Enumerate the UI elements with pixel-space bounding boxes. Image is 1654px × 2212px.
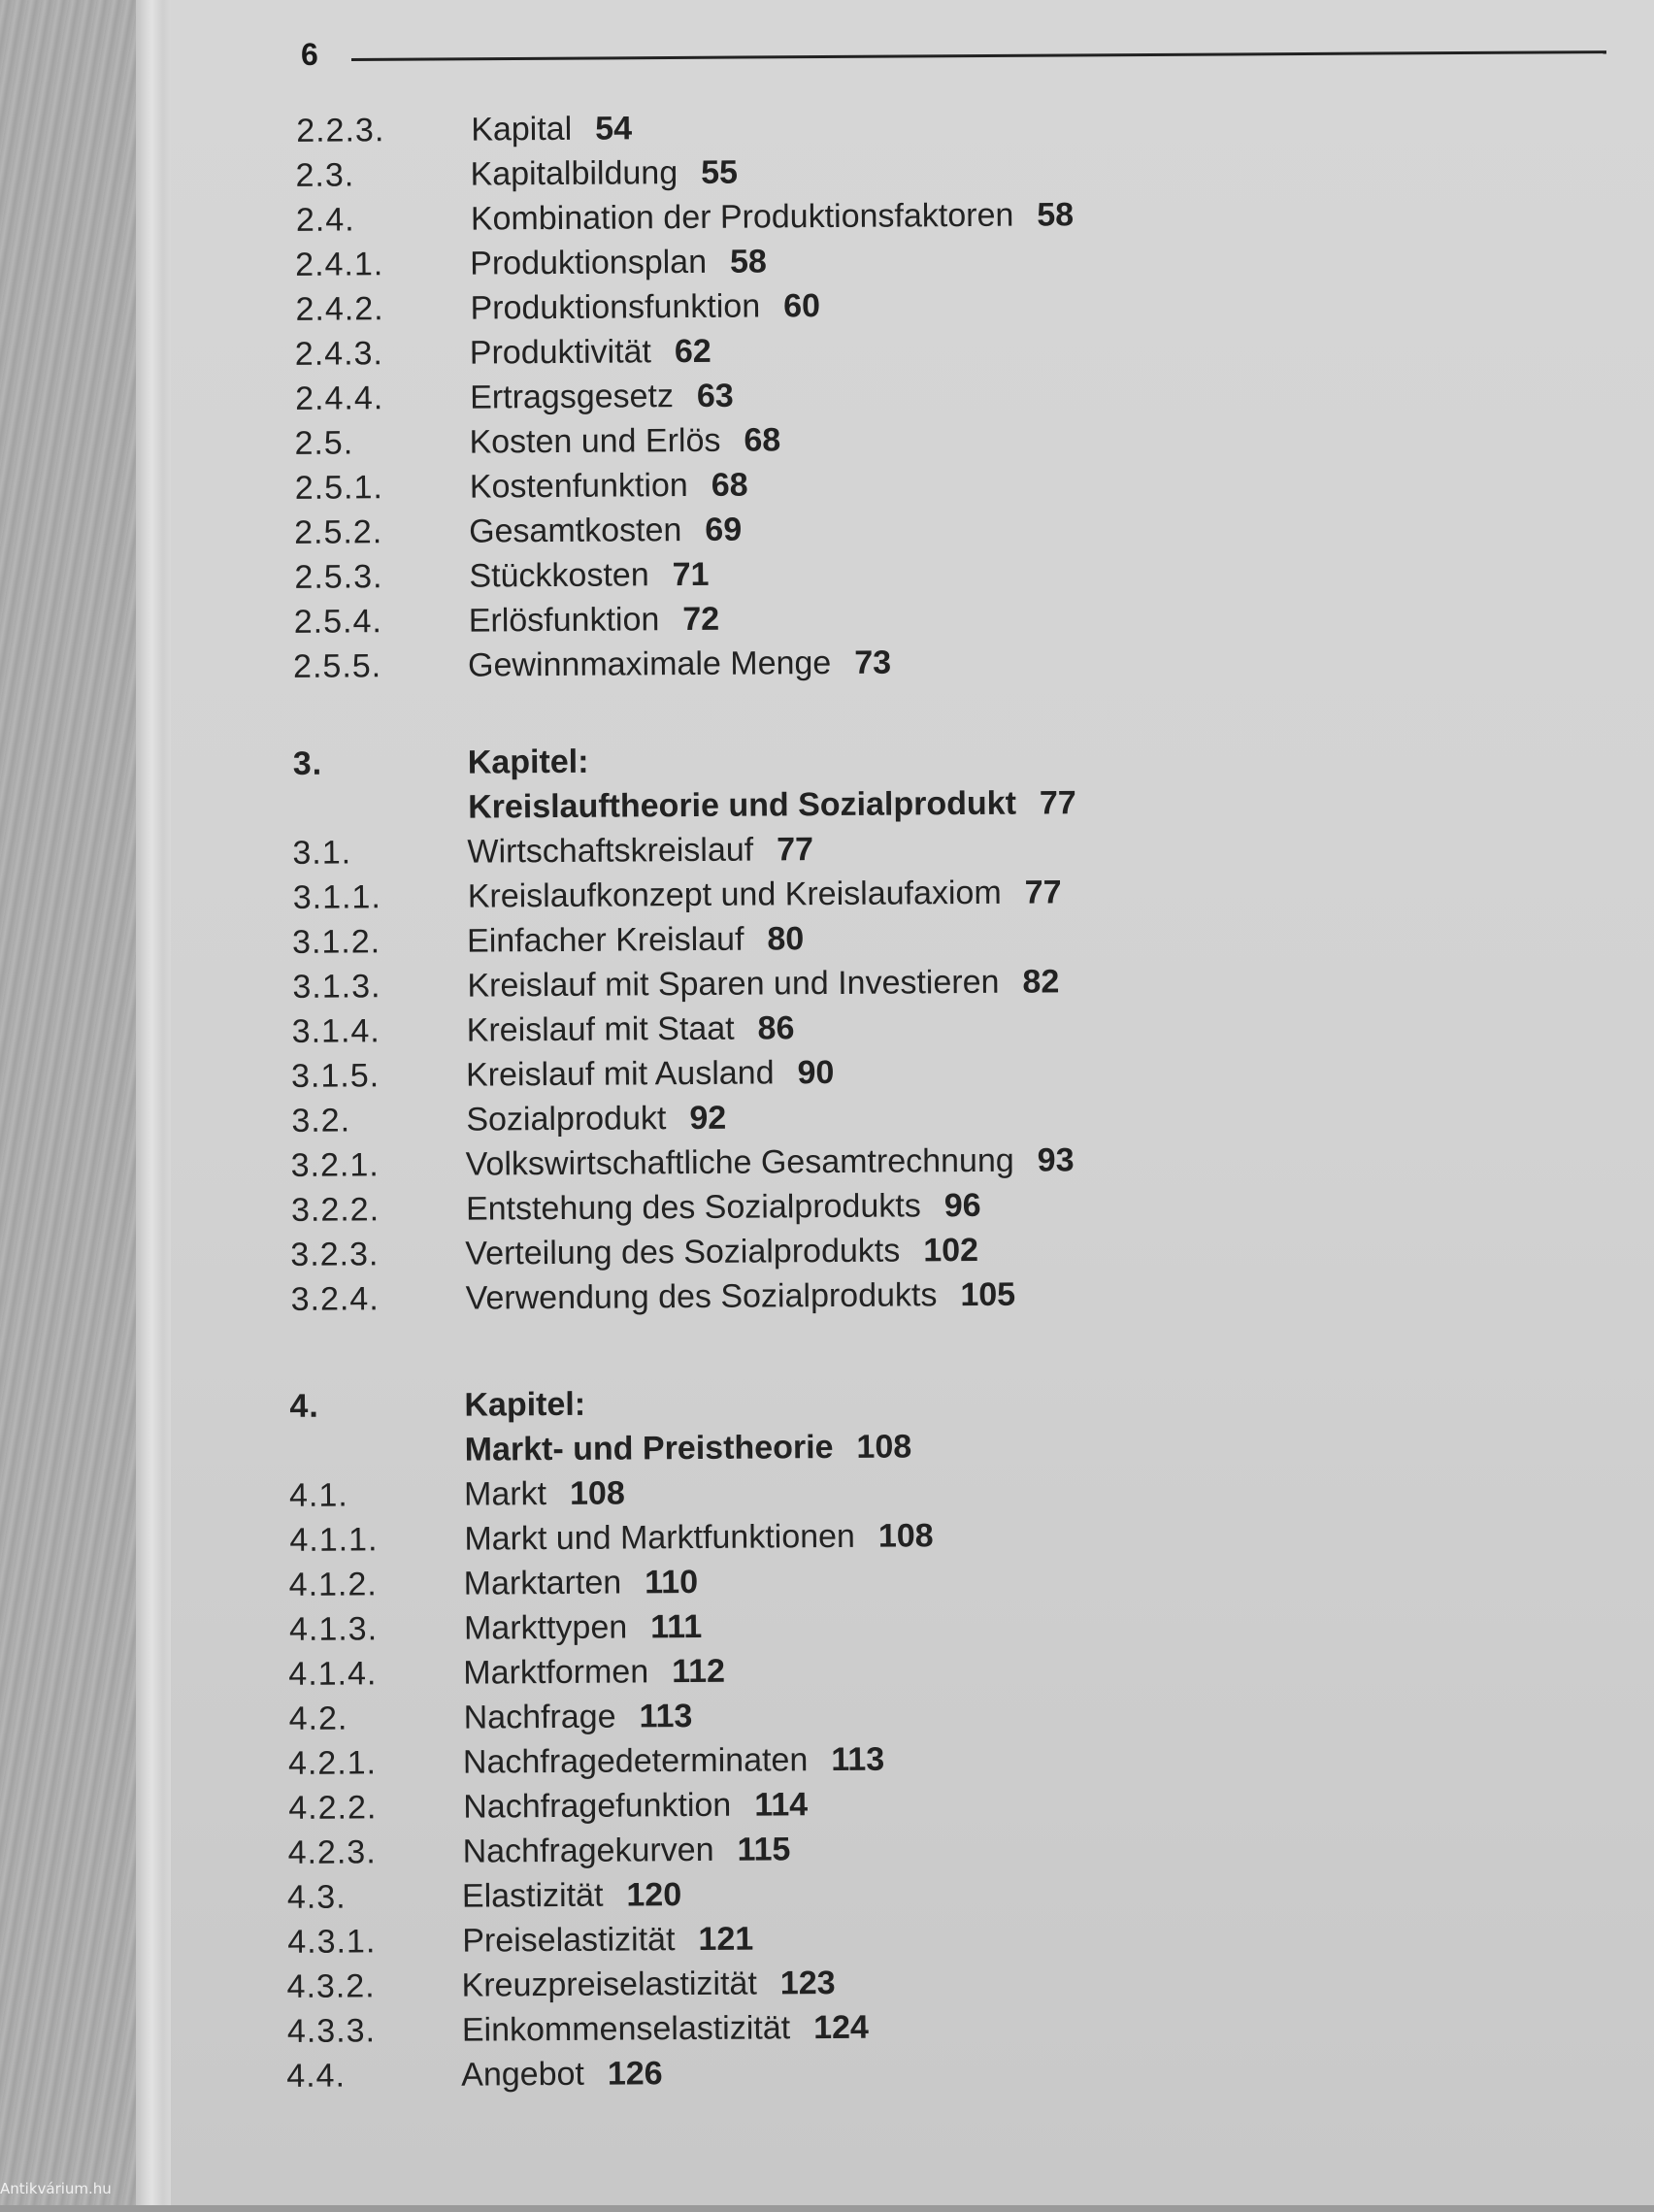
- entry-number: 3.2.: [291, 1097, 350, 1143]
- entry-title: Markt- und Preistheorie: [465, 1429, 834, 1469]
- entry-title: Kapitel:: [464, 1386, 585, 1424]
- watermark: Antikvárium.hu: [0, 2180, 112, 2197]
- entry-title: Ertragsgesetz: [470, 378, 674, 415]
- entry-title: Wirtschaftskreislauf: [467, 832, 753, 871]
- entry-title: Marktarten: [464, 1565, 622, 1602]
- entry-number: 3.2.2.: [291, 1186, 380, 1234]
- entry-number: 2.4.3.: [295, 330, 383, 378]
- entry-number: 4.3.1.: [287, 1918, 376, 1965]
- entry-text: [466, 1182, 981, 1233]
- entry-text: [470, 149, 738, 198]
- entry-page-number: 54: [595, 110, 632, 147]
- entry-number: 2.5.3.: [294, 553, 382, 601]
- entry-number: 4.2.2.: [288, 1784, 377, 1832]
- entry-page-number: 71: [673, 556, 710, 593]
- entry-number: 2.2.3.: [296, 107, 384, 154]
- entry-page-number: 108: [878, 1517, 934, 1554]
- entry-number: 4.3.3.: [287, 2007, 376, 2055]
- entry-number: 2.5.1.: [295, 464, 383, 512]
- entry-title: Kombination der Produktionsfaktoren: [471, 197, 1014, 238]
- entry-page-number: 108: [856, 1428, 911, 1465]
- entry-text: [469, 551, 709, 600]
- entry-page-number: 90: [797, 1054, 834, 1091]
- entry-title: Verwendung des Sozialprodukts: [466, 1276, 938, 1316]
- entry-page-number: 123: [780, 1964, 836, 2001]
- entry-number: 3.: [293, 741, 323, 787]
- entry-text: [467, 826, 813, 875]
- entry-title: Gesamtkosten: [469, 512, 681, 550]
- entry-title: Kreislauf mit Staat: [467, 1010, 735, 1049]
- entry-page-number: 93: [1038, 1141, 1075, 1178]
- entry-title: Kreuzpreiselastizität: [461, 1965, 757, 2004]
- entry-text: [463, 1736, 885, 1786]
- entry-number: 3.1.2.: [292, 918, 380, 966]
- entry-page-number: 77: [1040, 784, 1076, 821]
- entry-number: 4.3.2.: [286, 1963, 375, 2010]
- entry-title: Preiselastizität: [462, 1921, 675, 1960]
- entry-number: 2.4.2.: [295, 285, 383, 333]
- entry-text: [470, 373, 734, 421]
- entry-page-number: 68: [744, 421, 780, 458]
- entry-text: [464, 1469, 625, 1517]
- entry-text: [463, 1781, 808, 1830]
- entry-number: 4.4.: [286, 2053, 346, 2099]
- entry-text: [467, 915, 805, 964]
- entry-title: Kapitel:: [468, 743, 589, 781]
- entry-text: [462, 1916, 753, 1964]
- entry-page-number: 120: [626, 1876, 681, 1913]
- entry-text: [466, 1095, 726, 1143]
- entry-title: Einfacher Kreislauf: [467, 921, 744, 960]
- entry-title: Produktivität: [470, 333, 651, 371]
- entry-page-number: 124: [813, 2009, 869, 2046]
- entry-text: [464, 1512, 934, 1562]
- entry-number: 3.2.4.: [290, 1275, 379, 1323]
- entry-text: [466, 1137, 1075, 1187]
- entry-page-number: 92: [689, 1100, 726, 1137]
- entry-text: [468, 640, 891, 689]
- entry-number: 2.4.1.: [295, 241, 383, 288]
- entry-text: [465, 1227, 978, 1277]
- entry-title: Kosten und Erlös: [469, 422, 720, 461]
- entry-text: [464, 1559, 699, 1607]
- entry-number: 4.2.1.: [288, 1739, 377, 1787]
- entry-text: [468, 869, 1062, 919]
- entry-page-number: 58: [730, 243, 767, 280]
- entry-text: [462, 1871, 682, 1920]
- entry-number: 4.2.: [288, 1695, 347, 1741]
- entry-page-number: 60: [783, 287, 820, 324]
- entry-page-number: 110: [645, 1564, 698, 1601]
- entry-number: 4.2.3.: [287, 1829, 376, 1876]
- entry-text: [469, 507, 742, 555]
- entry-text: [464, 1381, 609, 1429]
- entry-text: [471, 105, 632, 152]
- entry-text: [465, 1423, 912, 1472]
- entry-page-number: 69: [705, 512, 742, 548]
- entry-title: Markt und Marktfunktionen: [464, 1518, 855, 1558]
- entry-page-number: 121: [698, 1921, 753, 1958]
- entry-number: 2.4.4.: [295, 375, 383, 422]
- entry-title: Nachfragekurven: [462, 1832, 713, 1870]
- entry-text: [464, 1603, 703, 1652]
- entry-title: Markttypen: [464, 1608, 627, 1646]
- entry-text: [470, 328, 711, 377]
- entry-number: 4.1.2.: [289, 1561, 378, 1608]
- entry-title: Entstehung des Sozialprodukts: [466, 1187, 921, 1227]
- entry-text: [468, 779, 1076, 830]
- entry-number: 3.1.: [292, 829, 351, 875]
- entry-text: [463, 1648, 725, 1697]
- entry-title: Angebot: [461, 2056, 584, 2094]
- entry-page-number: 82: [1022, 963, 1059, 1000]
- entry-number: 4.: [289, 1383, 319, 1430]
- entry-number: 2.5.5.: [293, 643, 381, 690]
- entry-number: 4.1.: [289, 1471, 348, 1518]
- entry-page-number: 114: [754, 1786, 808, 1823]
- entry-page-number: 105: [960, 1276, 1015, 1313]
- entry-title: Kapital: [471, 111, 572, 149]
- entry-title: Kreislaufkonzept und Kreislaufaxiom: [468, 875, 1002, 915]
- entry-number: 3.1.1.: [293, 874, 381, 921]
- entry-text: [470, 282, 820, 332]
- entry-title: Kreislauf mit Sparen und Investieren: [467, 964, 999, 1005]
- entry-page-number: 108: [570, 1474, 625, 1511]
- entry-page-number: 62: [675, 333, 711, 370]
- entry-number: 4.1.1.: [289, 1516, 378, 1564]
- entry-title: Volkswirtschaftliche Gesamtrechnung: [466, 1142, 1014, 1183]
- entry-number: 3.2.3.: [290, 1231, 379, 1278]
- entry-number: 4.3.: [287, 1874, 347, 1921]
- entry-title: Produktionsfunktion: [470, 287, 760, 326]
- entry-title: Sozialprodukt: [466, 1100, 666, 1138]
- entry-text: [469, 416, 780, 465]
- entry-title: Kreislauf mit Ausland: [466, 1054, 775, 1093]
- entry-text: [462, 1826, 790, 1874]
- entry-page-number: 58: [1037, 196, 1074, 233]
- entry-number: 2.3.: [295, 151, 354, 198]
- entry-text: [462, 2004, 869, 2054]
- entry-page-number: 96: [944, 1187, 981, 1224]
- entry-text: [470, 462, 748, 511]
- entry-page-number: 68: [711, 467, 748, 504]
- entry-page-number: 55: [701, 154, 738, 191]
- entry-number: 3.1.3.: [292, 963, 380, 1010]
- entry-text: [471, 191, 1075, 242]
- entry-number: 2.5.4.: [294, 598, 382, 645]
- entry-title: Markt: [464, 1475, 546, 1513]
- entry-text: [463, 1693, 692, 1741]
- entry-text: [467, 958, 1059, 1008]
- entry-title: Stückkosten: [469, 556, 648, 594]
- entry-title: Nachfragedeterminaten: [463, 1741, 809, 1780]
- entry-page-number: 63: [697, 378, 734, 414]
- entry-text: [470, 238, 767, 286]
- entry-title: Einkommenselastizität: [462, 2009, 791, 2048]
- entry-page-number: 115: [737, 1831, 790, 1867]
- entry-page-number: 113: [639, 1698, 692, 1734]
- entry-page-number: 77: [1025, 874, 1062, 910]
- entry-title: Nachfrage: [464, 1699, 616, 1736]
- entry-number: 2.4.: [296, 196, 355, 243]
- entry-page-number: 111: [650, 1608, 702, 1645]
- entry-page-number: 80: [767, 920, 804, 957]
- entry-title: Erlösfunktion: [469, 601, 660, 639]
- entry-page-number: 86: [757, 1009, 794, 1046]
- entry-page-number: 77: [777, 831, 813, 868]
- entry-title: Verteilung des Sozialprodukts: [465, 1233, 900, 1272]
- entry-page-number: 73: [854, 644, 891, 681]
- entry-page-number: 112: [672, 1653, 725, 1690]
- entry-text: [461, 2050, 663, 2097]
- entry-text: [461, 1960, 835, 2009]
- entry-number: 4.1.4.: [288, 1650, 377, 1698]
- entry-page-number: 102: [923, 1232, 978, 1269]
- entry-title: Kreislauftheorie und Sozialprodukt: [468, 785, 1016, 826]
- entry-text: [465, 1271, 1015, 1322]
- entry-title: Gewinnmaximale Menge: [468, 644, 831, 684]
- entry-page-number: 113: [831, 1741, 884, 1778]
- entry-text: [468, 739, 612, 786]
- entry-number: 3.1.4.: [292, 1007, 380, 1055]
- entry-text: [467, 1005, 795, 1053]
- entry-text: [466, 1049, 835, 1099]
- entry-page-number: 72: [682, 601, 719, 638]
- entry-text: [469, 596, 720, 644]
- page-number: 6: [301, 37, 318, 73]
- entry-title: Kostenfunktion: [470, 467, 688, 506]
- entry-number: 3.1.5.: [291, 1052, 380, 1100]
- entry-number: 3.2.1.: [291, 1141, 380, 1189]
- entry-title: Nachfragefunktion: [463, 1787, 731, 1826]
- entry-title: Elastizität: [462, 1877, 604, 1915]
- entry-page-number: 126: [608, 2055, 663, 2092]
- entry-title: Produktionsplan: [470, 244, 707, 282]
- entry-number: 2.5.2.: [294, 509, 382, 556]
- entry-title: Marktformen: [463, 1653, 648, 1691]
- entry-title: Kapitalbildung: [470, 154, 678, 192]
- entry-number: 2.5.: [294, 419, 353, 466]
- entry-number: 4.1.3.: [289, 1605, 378, 1653]
